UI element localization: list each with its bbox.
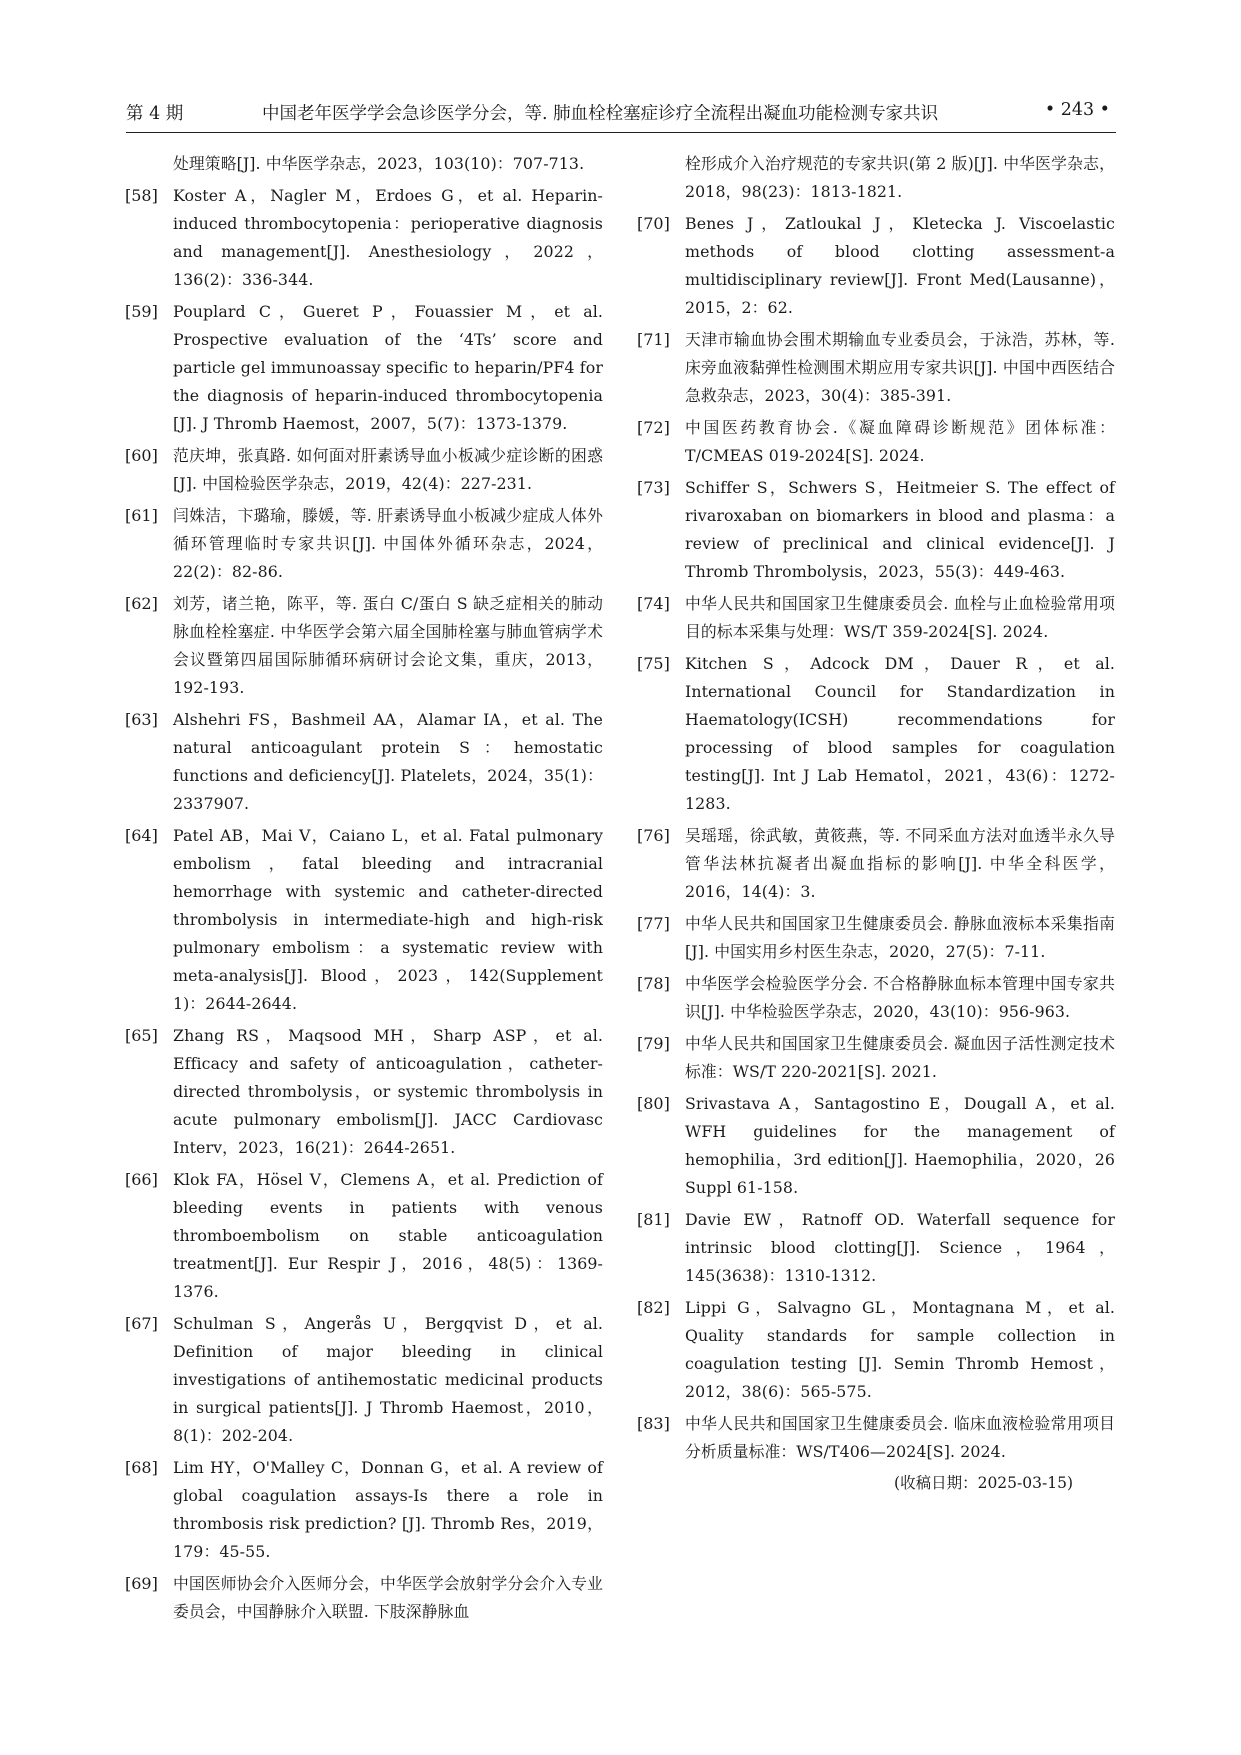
reference-text: 中华人民共和国国家卫生健康委员会. 血栓与止血检验常用项目的标本采集与处理：WS/T 359-2024[S]. 2024.	[685, 594, 1115, 641]
reference-number: [65]	[125, 1026, 158, 1045]
reference-text: Lippi G，Salvagno GL，Montagnana M，et al. Quality standards for sample collection in coagulation testing [J]. Semin Thromb Hemost，2012，38(6)：565-575.	[685, 1298, 1115, 1401]
reference-text: 中华人民共和国国家卫生健康委员会. 凝血因子活性测定技术标准：WS/T 220-2021[S]. 2021.	[685, 1034, 1115, 1081]
reference-text: Patel AB，Mai V，Caiano L，et al. Fatal pulmonary embolism，fatal bleeding and intracranial hemorrhage with systemic and catheter-directed thrombolysis in intermediate-high and high-risk pulmonary embolism：a systematic review with meta-analysis[J]. Blood，2023，142(Supplement 1)：2644-2644.	[173, 826, 603, 1013]
reference-number: [61]	[125, 506, 158, 525]
reference-number: [67]	[125, 1314, 158, 1333]
reference-text: Lim HY，O'Malley C，Donnan G，et al. A review of global coagulation assays-Is there a role in thrombosis risk prediction? [J]. Thromb Res，2019，179：45-55.	[173, 1458, 603, 1561]
reference-text: Schulman S，Angerås U，Bergqvist D，et al. Definition of major bleeding in clinical investigations of antihemostatic medicinal products in surgical patients[J]. J Thromb Haemost，2010，8(1)：202-204.	[173, 1314, 603, 1445]
reference-item	[637, 1030, 1115, 1086]
left-column	[125, 150, 603, 1630]
reference-item	[637, 210, 1115, 322]
reference-number: [79]	[637, 1034, 670, 1053]
reference-item	[125, 590, 603, 702]
reference-item	[125, 182, 603, 294]
reference-number: [75]	[637, 654, 670, 673]
reference-text: Benes J，Zatloukal J，Kletecka J. Viscoelastic methods of blood clotting assessment-a multidisciplinary review[J]. Front Med(Lausanne)，2015，2：62.	[685, 214, 1115, 317]
reference-item	[125, 822, 603, 1018]
reference-text: Klok FA，Hösel V，Clemens A，et al. Prediction of bleeding events in patients with venous thromboembolism on stable anticoagulation treatment[J]. Eur Respir J，2016，48(5)：1369-1376.	[173, 1170, 603, 1301]
reference-item	[637, 1090, 1115, 1202]
reference-number: [69]	[125, 1574, 158, 1593]
reference-number: [59]	[125, 302, 158, 321]
reference-item	[637, 970, 1115, 1026]
reference-number: [72]	[637, 418, 670, 437]
reference-text: 中国医药教育协会.《凝血障碍诊断规范》团体标准：T/CMEAS 019-2024[S]. 2024.	[685, 418, 1115, 465]
reference-item	[125, 1166, 603, 1306]
reference-item	[125, 1310, 603, 1450]
reference-item	[637, 650, 1115, 818]
reference-item	[125, 502, 603, 586]
reference-item	[125, 706, 603, 818]
reference-item	[637, 910, 1115, 966]
reference-number: [64]	[125, 826, 158, 845]
reference-item	[637, 326, 1115, 410]
reference-text: Srivastava A，Santagostino E，Dougall A，et al. WFH guidelines for the management of hemophilia，3rd edition[J]. Haemophilia，2020，26 Suppl 61-158.	[685, 1094, 1115, 1197]
reference-continuation	[125, 150, 603, 178]
reference-continuation	[637, 150, 1115, 206]
reference-text: 吴瑶瑶，徐武敏，黄筱燕，等. 不同采血方法对血透半永久导管华法林抗凝者出凝血指标的影响[J]. 中华全科医学，2016，14(4)：3.	[685, 826, 1115, 901]
reference-text: 中华人民共和国国家卫生健康委员会. 静脉血液标本采集指南[J]. 中国实用乡村医生杂志，2020，27(5)：7-11.	[685, 914, 1115, 961]
reference-text: 中华医学会检验医学分会. 不合格静脉血标本管理中国专家共识[J]. 中华检验医学杂志，2020，43(10)：956-963.	[685, 974, 1115, 1021]
reference-text: Pouplard C，Gueret P，Fouassier M，et al. Prospective evaluation of the ‘4Ts’ score and particle gel immunoassay specific to heparin/PF4 for the diagnosis of heparin-induced thrombocytopenia [J]. J Thromb Haemost，2007，5(7)：1373-1379.	[173, 302, 603, 433]
reference-number: [66]	[125, 1170, 158, 1189]
page-number: • 243 •	[1044, 100, 1110, 120]
reference-text: 天津市输血协会围术期输血专业委员会，于泳浩，苏林，等. 床旁血液黏弹性检测围术期应用专家共识[J]. 中国中西医结合急救杂志，2023，30(4)：385-391.	[685, 330, 1115, 405]
reference-list	[637, 210, 1115, 1466]
reference-number: [62]	[125, 594, 158, 613]
reference-text: 中国医师协会介入医师分会，中华医学会放射学分会介入专业委员会，中国静脉介入联盟. 下肢深静脉血	[173, 1574, 603, 1621]
reference-text: 中华人民共和国国家卫生健康委员会. 临床血液检验常用项目分析质量标准：WS/T406—2024[S]. 2024.	[685, 1414, 1115, 1461]
reference-text: Kitchen S，Adcock DM，Dauer R，et al. International Council for Standardization in Haematology(ICSH) recommendations for processing of blood samples for coagulation testing[J]. Int J Lab Hematol，2021，43(6)：1272-1283.	[685, 654, 1115, 813]
reference-number: [77]	[637, 914, 670, 933]
reference-text: 栓形成介入治疗规范的专家共识(第 2 版)[J]. 中华医学杂志，2018，98(23)：1813-1821.	[685, 154, 1115, 201]
reference-text: Alshehri FS，Bashmeil AA，Alamar IA，et al. The natural anticoagulant protein S：hemostatic functions and deficiency[J]. Platelets，2024，35(1)：2337907.	[173, 710, 603, 813]
reference-item	[637, 1294, 1115, 1406]
reference-number: [81]	[637, 1210, 670, 1229]
reference-number: [82]	[637, 1298, 670, 1317]
reference-number: [70]	[637, 214, 670, 233]
reference-list	[125, 182, 603, 1626]
received-date: (收稿日期：2025-03-15)	[894, 1474, 1073, 1492]
reference-number: [58]	[125, 186, 158, 205]
reference-item	[637, 590, 1115, 646]
reference-item	[125, 1022, 603, 1162]
reference-number: [63]	[125, 710, 158, 729]
right-column	[637, 150, 1115, 1496]
reference-number: [76]	[637, 826, 670, 845]
reference-number: [68]	[125, 1458, 158, 1477]
reference-text: Zhang RS，Maqsood MH，Sharp ASP，et al. Efficacy and safety of anticoagulation，catheter-directed thrombolysis，or systemic thrombolysis in acute pulmonary embolism[J]. JACC Cardiovasc Interv，2023，16(21)：2644-2651.	[173, 1026, 603, 1157]
reference-item	[637, 1206, 1115, 1290]
running-header	[126, 96, 1116, 133]
reference-text: Davie EW，Ratnoff OD. Waterfall sequence for intrinsic blood clotting[J]. Science，1964，145(3638)：1310-1312.	[685, 1210, 1115, 1285]
reference-number: [83]	[637, 1414, 670, 1433]
running-title: 中国老年医学学会急诊医学分会，等. 肺血栓栓塞症诊疗全流程出凝血功能检测专家共识	[262, 104, 939, 124]
reference-text: Schiffer S，Schwers S，Heitmeier S. The effect of rivaroxaban on biomarkers in blood and plasma：a review of preclinical and clinical evidence[J]. J Thromb Thrombolysis，2023，55(3)：449-463.	[685, 478, 1115, 581]
reference-number: [80]	[637, 1094, 670, 1113]
reference-text: Koster A，Nagler M，Erdoes G，et al. Heparin-induced thrombocytopenia：perioperative diagnosis and management[J]. Anesthesiology，2022，136(2)：336-344.	[173, 186, 603, 289]
reference-item	[125, 442, 603, 498]
reference-number: [78]	[637, 974, 670, 993]
reference-number: [74]	[637, 594, 670, 613]
reference-number: [73]	[637, 478, 670, 497]
reference-item	[637, 1410, 1115, 1466]
reference-item	[637, 822, 1115, 906]
reference-item	[125, 1454, 603, 1566]
reference-item	[125, 298, 603, 438]
reference-text: 范庆坤，张真路. 如何面对肝素诱导血小板减少症诊断的困惑[J]. 中国检验医学杂志，2019，42(4)：227-231.	[173, 446, 603, 493]
reference-number: [60]	[125, 446, 158, 465]
reference-number: [71]	[637, 330, 670, 349]
reference-text: 刘芳，诸兰艳，陈平，等. 蛋白 C/蛋白 S 缺乏症相关的肺动脉血栓栓塞症. 中华医学会第六届全国肺栓塞与肺血管病学术会议暨第四届国际肺循环病研讨会论文集，重庆，2013，192-193.	[173, 594, 603, 697]
reference-text: 处理策略[J]. 中华医学杂志，2023，103(10)：707-713.	[173, 154, 585, 173]
reference-item	[637, 474, 1115, 586]
issue-label: 第 4 期	[126, 104, 184, 124]
reference-text: 闫姝洁，卞璐瑜，滕媛，等. 肝素诱导血小板减少症成人体外循环管理临时专家共识[J]. 中国体外循环杂志，2024，22(2)：82-86.	[173, 506, 603, 581]
reference-item	[637, 414, 1115, 470]
reference-item	[125, 1570, 603, 1626]
